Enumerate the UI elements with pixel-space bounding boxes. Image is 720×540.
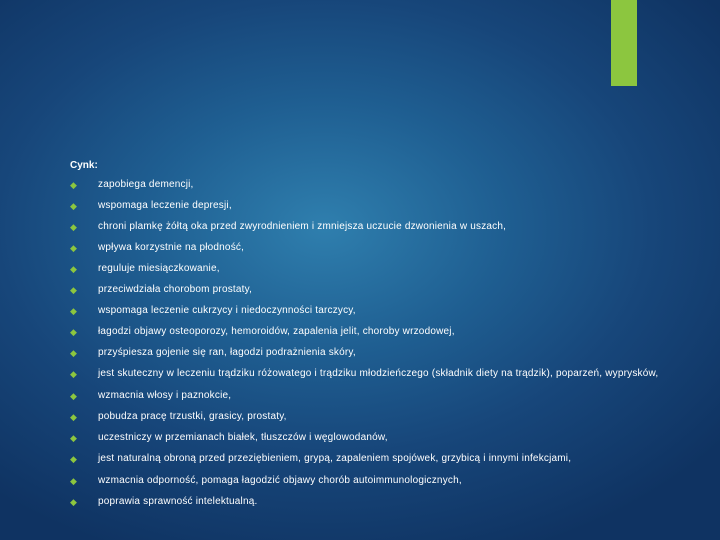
slide-heading: Cynk: [70,160,98,171]
list-item-text: jest skuteczny w leczeniu trądziku różowatego i trądziku młodzieńczego (składnik diety na trądzik), poparzeń, wyprysków, [98,368,659,379]
list-item-text: zapobiega demencji, [98,179,194,190]
diamond-icon: ◆ [70,180,78,190]
list-item-text: łagodzi objawy osteoporozy, hemoroidów, zapalenia jelit, choroby wrzodowej, [98,326,455,337]
diamond-icon: ◆ [70,391,78,401]
diamond-icon: ◆ [70,476,78,486]
diamond-icon: ◆ [70,497,78,507]
list-item [70,180,690,192]
list-item-text: jest naturalną obroną przed przeziębieniem, grypą, zapaleniem spojówek, grzybicą i innymi infekcjami, [98,453,572,464]
list-item-text: wspomaga leczenie depresji, [98,200,232,211]
diamond-icon: ◆ [70,201,78,211]
list-item [70,201,690,213]
slide-content [70,160,690,518]
list-item [70,264,690,276]
diamond-icon: ◆ [70,348,78,358]
list-item [70,243,690,255]
list-item [70,454,690,466]
list-item [70,306,690,318]
diamond-icon: ◆ [70,412,78,422]
list-item [70,285,690,297]
diamond-icon: ◆ [70,454,78,464]
list-item [70,391,690,403]
list-item-text: wspomaga leczenie cukrzycy i niedoczynności tarczycy, [98,305,356,316]
list-item-text: przeciwdziała chorobom prostaty, [98,284,253,295]
list-item-text: chroni plamkę żółtą oka przed zwyrodnieniem i zmniejsza uczucie dzwonienia w uszach, [98,221,507,232]
diamond-icon: ◆ [70,222,78,232]
list-item [70,222,690,234]
diamond-icon: ◆ [70,285,78,295]
list-item [70,433,690,445]
list-item-text: przyśpiesza gojenie się ran, łagodzi podrażnienia skóry, [98,347,356,358]
list-item-text: pobudza pracę trzustki, grasicy, prostaty, [98,411,287,422]
diamond-icon: ◆ [70,327,78,337]
list-item-text: wzmacnia włosy i paznokcie, [98,390,232,401]
diamond-icon: ◆ [70,264,78,274]
list-item-text: wzmacnia odporność, pomaga łagodzić objawy chorób autoimmunologicznych, [98,475,462,486]
list-item-text: wpływa korzystnie na płodność, [98,242,245,253]
list-item [70,497,690,509]
list-item [70,327,690,339]
list-item-text: reguluje miesiączkowanie, [98,263,220,274]
diamond-icon: ◆ [70,433,78,443]
list-item [70,348,690,360]
accent-bar [611,0,637,86]
list-item [70,476,690,488]
list-item [70,369,690,381]
bullet-list [70,180,690,509]
diamond-icon: ◆ [70,306,78,316]
diamond-icon: ◆ [70,369,78,379]
list-item-text: poprawia sprawność intelektualną. [98,496,258,507]
list-item [70,412,690,424]
list-item-text: uczestniczy w przemianach białek, tłuszczów i węglowodanów, [98,432,388,443]
diamond-icon: ◆ [70,243,78,253]
